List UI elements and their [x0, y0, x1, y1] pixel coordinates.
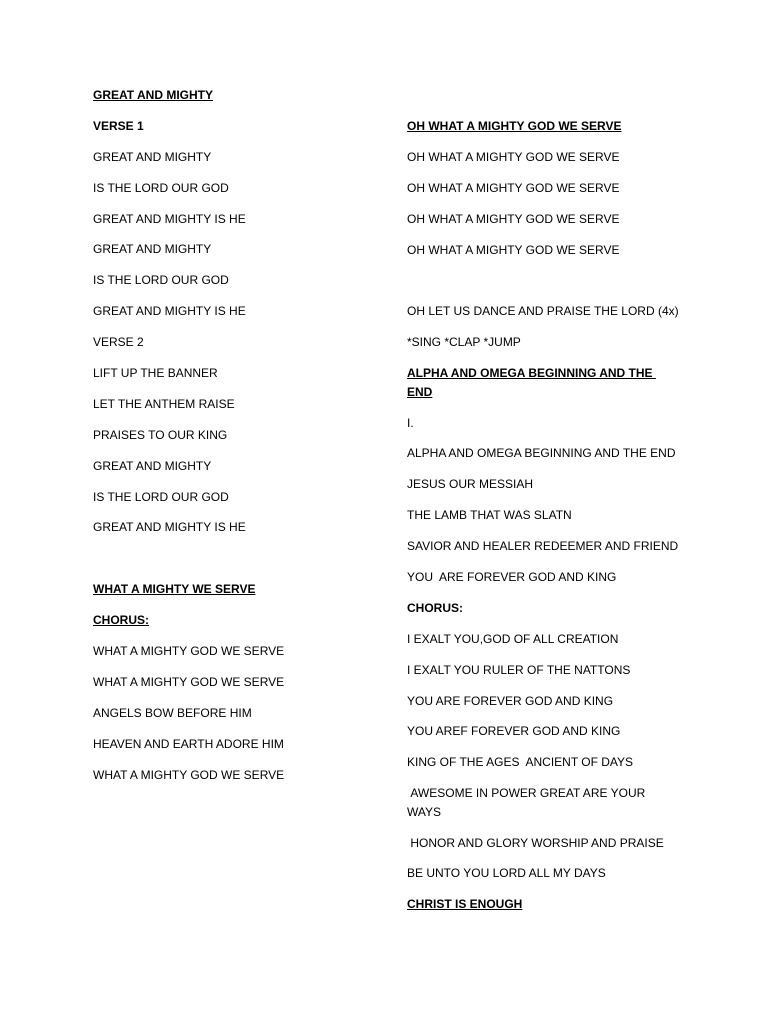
section-heading: CHRIST IS ENOUGH: [407, 897, 523, 912]
lyric-line: GREAT AND MIGHTY: [93, 242, 212, 257]
lyric-line: SAVIOR AND HEALER REDEEMER AND FRIEND: [407, 539, 679, 554]
lyric-line: OH WHAT A MIGHTY GOD WE SERVE: [407, 211, 620, 226]
lyric-line: VERSE 2: [93, 335, 144, 350]
lyric-line: I EXALT YOU RULER OF THE NATTONS: [407, 662, 631, 677]
lyric-line: GREAT AND MIGHTY: [93, 458, 212, 473]
lyric-line: GREAT AND MIGHTY IS HE: [93, 211, 246, 226]
lyric-line: OH LET US DANCE AND PRAISE THE LORD (4x): [407, 304, 679, 319]
lyric-line: YOU AREF FOREVER GOD AND KING: [407, 724, 621, 739]
lyric-line: BE UNTO YOU LORD ALL MY DAYS: [407, 866, 606, 881]
section-heading: OH WHAT A MIGHTY GOD WE SERVE: [407, 119, 622, 133]
lyric-line: ALPHA AND OMEGA BEGINNING AND THE END: [407, 446, 676, 461]
lyric-line: WHAT A MIGHTY GOD WE SERVE: [93, 767, 285, 782]
lyric-line: IS THE LORD OUR GOD: [93, 180, 229, 195]
lyric-line: KING OF THE AGES ANCIENT OF DAYS: [407, 755, 634, 770]
lyric-line: *SING *CLAP *JUMP: [407, 335, 521, 350]
lyric-line: GREAT AND MIGHTY IS HE: [93, 304, 246, 319]
lyric-line: ANGELS BOW BEFORE HIM: [93, 705, 252, 720]
lyric-line: IS THE LORD OUR GOD: [93, 273, 229, 288]
section-label: VERSE 1: [93, 118, 144, 133]
lyric-line: I.: [407, 415, 414, 430]
lyric-line: YOU ARE FOREVER GOD AND KING: [407, 569, 617, 584]
section-heading: WHAT A MIGHTY WE SERVE: [93, 582, 256, 597]
lyric-line: HONOR AND GLORY WORSHIP AND PRAISE: [407, 835, 664, 850]
lyric-line: OH WHAT A MIGHTY GOD WE SERVE: [407, 149, 620, 164]
blank-line: [93, 549, 383, 568]
lyric-line: AWESOME IN POWER GREAT ARE YOUR WAYS: [407, 786, 649, 819]
section-heading: GREAT AND MIGHTY: [93, 88, 213, 102]
lyric-line: IS THE LORD OUR GOD: [93, 489, 229, 504]
section-label: CHORUS:: [407, 600, 463, 615]
lyric-line: LET THE ANTHEM RAISE: [93, 396, 235, 411]
lyric-line: LIFT UP THE BANNER: [93, 366, 218, 381]
right-column: [407, 117, 679, 926]
lyric-line: WHAT A MIGHTY GOD WE SERVE: [93, 644, 285, 659]
lyric-line: WHAT A MIGHTY GOD WE SERVE: [93, 674, 285, 689]
section-heading: CHORUS:: [93, 613, 149, 628]
lyric-line: GREAT AND MIGHTY: [93, 149, 212, 164]
left-column: [93, 86, 383, 796]
lyric-line: OH WHAT A MIGHTY GOD WE SERVE: [407, 180, 620, 195]
blank-line: [407, 271, 679, 290]
lyric-line: JESUS OUR MESSIAH: [407, 477, 534, 492]
lyric-line: OH WHAT A MIGHTY GOD WE SERVE: [407, 242, 620, 257]
lyric-line: HEAVEN AND EARTH ADORE HIM: [93, 736, 284, 751]
lyric-line: PRAISES TO OUR KING: [93, 427, 228, 442]
lyric-line: THE LAMB THAT WAS SLATN: [407, 508, 572, 523]
lyric-line: GREAT AND MIGHTY IS HE: [93, 520, 246, 535]
section-heading: ALPHA AND OMEGA BEGINNING AND THE END: [407, 366, 656, 399]
lyric-line: I EXALT YOU,GOD OF ALL CREATION: [407, 631, 619, 646]
lyric-line: YOU ARE FOREVER GOD AND KING: [407, 693, 614, 708]
